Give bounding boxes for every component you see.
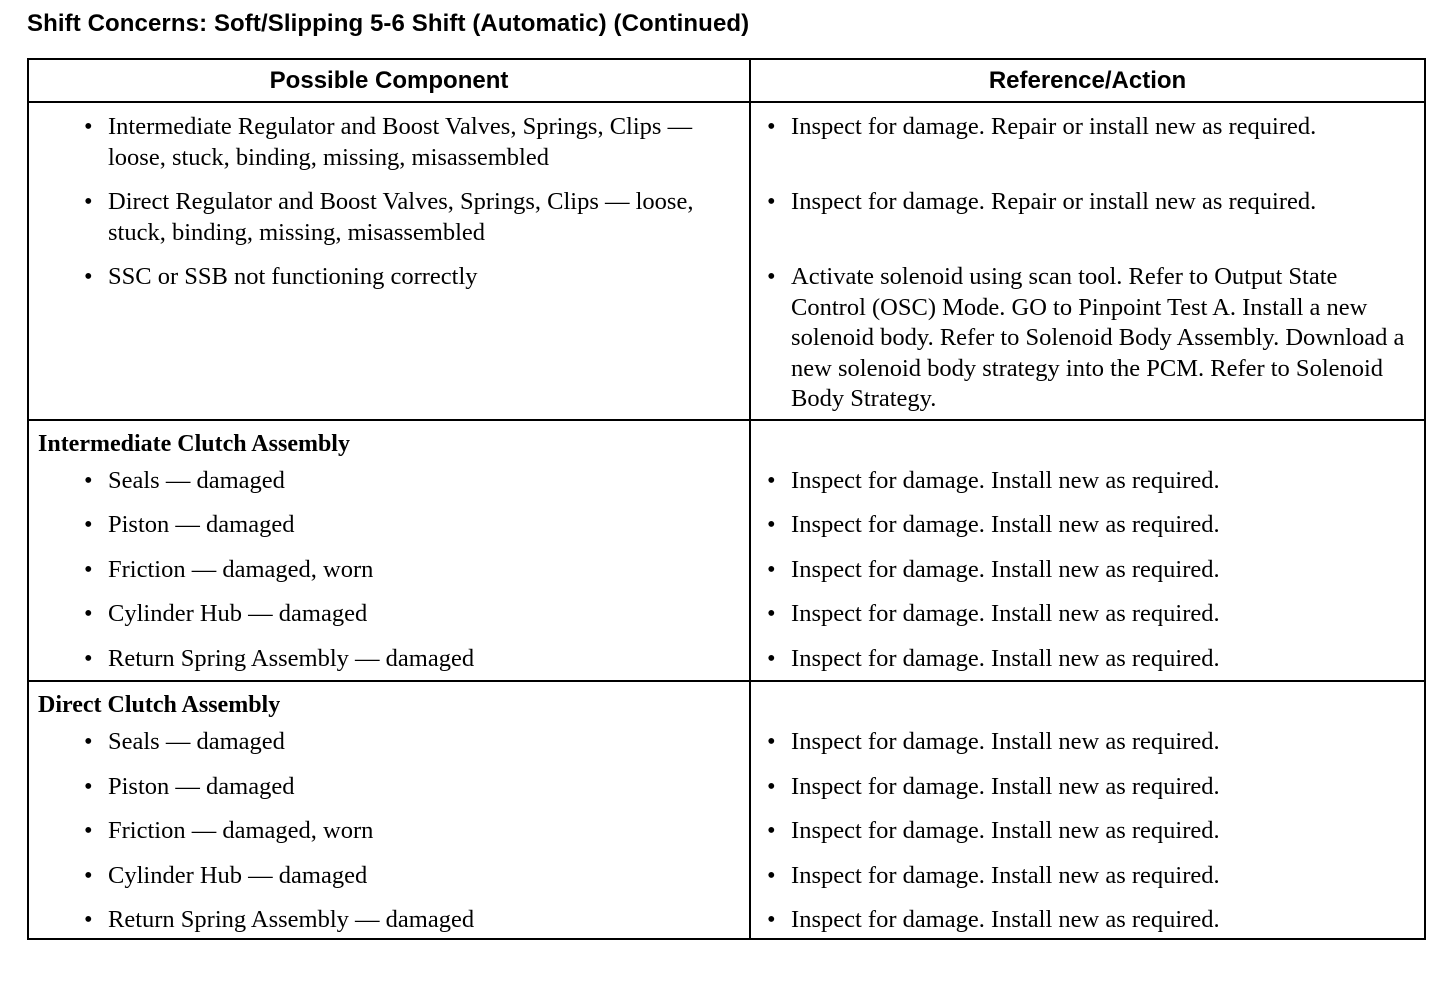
bullet-icon: • xyxy=(767,113,776,140)
bullet-icon: • xyxy=(767,188,776,215)
component-text: Seals — damaged xyxy=(108,728,285,755)
group-heading: Intermediate Clutch Assembly xyxy=(38,430,350,457)
action-text: Inspect for damage. Install new as required. xyxy=(791,466,1220,494)
action-cell xyxy=(750,727,1425,772)
column-header-possible-component: Possible Component xyxy=(28,59,750,102)
bullet-icon: • xyxy=(84,188,93,215)
action-item xyxy=(751,510,1424,541)
action-item xyxy=(751,187,1424,218)
component-cell xyxy=(28,102,750,187)
component-text: SSC or SSB not functioning correctly xyxy=(108,263,478,290)
bullet-icon: • xyxy=(84,511,93,538)
action-text: Inspect for damage. Install new as required. xyxy=(791,644,1220,672)
component-text: Friction — damaged, worn xyxy=(108,817,374,844)
component-cell xyxy=(28,262,750,420)
diagnostic-table xyxy=(27,58,1426,940)
component-text: Return Spring Assembly — damaged xyxy=(108,906,475,933)
table-row xyxy=(28,861,1425,906)
action-cell xyxy=(750,905,1425,939)
table-header-row xyxy=(28,59,1425,102)
action-text: Inspect for damage. Repair or install new as required. xyxy=(791,188,1317,215)
bullet-icon: • xyxy=(767,511,776,538)
component-text: Piston — damaged xyxy=(108,772,295,800)
action-item xyxy=(751,772,1424,803)
action-cell xyxy=(750,510,1425,555)
component-cell xyxy=(28,905,750,939)
action-cell xyxy=(750,644,1425,682)
component-text: Seals — damaged xyxy=(108,466,285,494)
action-text: Inspect for damage. Install new as required. xyxy=(791,600,1220,627)
component-cell xyxy=(28,727,750,772)
component-text: Cylinder Hub — damaged xyxy=(108,861,368,889)
action-cell xyxy=(750,102,1425,187)
table-row xyxy=(28,466,1425,511)
bullet-icon: • xyxy=(84,263,93,290)
group-heading: Direct Clutch Assembly xyxy=(38,692,281,718)
component-cell xyxy=(28,510,750,555)
component-cell xyxy=(28,772,750,817)
group-heading-empty-cell xyxy=(750,420,1425,466)
column-header-reference-action: Reference/Action xyxy=(750,59,1425,102)
table-row xyxy=(28,816,1425,861)
bullet-icon: • xyxy=(767,263,776,290)
table-row xyxy=(28,905,1425,939)
action-cell xyxy=(750,599,1425,644)
component-item xyxy=(29,599,749,630)
table-row xyxy=(28,262,1425,420)
bullet-icon: • xyxy=(767,772,776,800)
action-text: Inspect for damage. Repair or install new as required. xyxy=(791,113,1317,140)
component-cell xyxy=(28,466,750,511)
component-item xyxy=(29,644,749,675)
bullet-icon: • xyxy=(84,906,93,933)
component-item xyxy=(29,772,749,803)
bullet-icon: • xyxy=(84,113,93,140)
action-item xyxy=(751,555,1424,586)
component-item xyxy=(29,861,749,892)
action-item xyxy=(751,816,1424,847)
component-text: Cylinder Hub — damaged xyxy=(108,600,368,627)
component-cell xyxy=(28,861,750,906)
component-cell xyxy=(28,187,750,262)
action-cell xyxy=(750,262,1425,420)
action-item xyxy=(751,905,1424,936)
action-item xyxy=(751,262,1424,415)
page-title: Shift Concerns: Soft/Slipping 5-6 Shift (Automatic) (Continued) xyxy=(27,10,750,37)
bullet-icon: • xyxy=(84,600,93,627)
action-text: Inspect for damage. Install new as required. xyxy=(791,906,1220,933)
component-text: Return Spring Assembly — damaged xyxy=(108,644,475,672)
component-text: Piston — damaged xyxy=(108,511,295,538)
table-row xyxy=(28,555,1425,600)
group-heading-row xyxy=(28,681,1425,727)
action-text: Inspect for damage. Install new as required. xyxy=(791,511,1220,538)
component-item xyxy=(29,816,749,847)
table-row xyxy=(28,102,1425,187)
bullet-icon: • xyxy=(84,772,93,800)
action-cell xyxy=(750,861,1425,906)
component-item xyxy=(29,905,749,936)
component-text: Direct Regulator and Boost Valves, Springs, Clips — loose, stuck, binding, missing, misassembled xyxy=(108,188,694,246)
bullet-icon: • xyxy=(84,466,93,494)
bullet-icon: • xyxy=(84,861,93,889)
action-item xyxy=(751,727,1424,758)
bullet-icon: • xyxy=(84,644,93,672)
action-item xyxy=(751,861,1424,892)
component-item xyxy=(29,466,749,497)
bullet-icon: • xyxy=(767,906,776,933)
group-heading-row xyxy=(28,420,1425,466)
diagnostic-table-body xyxy=(28,59,1425,939)
bullet-icon: • xyxy=(767,728,776,755)
table-row xyxy=(28,187,1425,262)
component-item xyxy=(29,187,749,248)
bullet-icon: • xyxy=(767,817,776,844)
action-cell xyxy=(750,772,1425,817)
bullet-icon: • xyxy=(767,555,776,583)
action-text: Inspect for damage. Install new as required. xyxy=(791,728,1220,755)
action-text: Activate solenoid using scan tool. Refer to Output State Control (OSC) Mode. GO to Pinpoint Test A. Install a new solenoid body. Refer to Solenoid Body Assembly. Download a new solenoid body strategy into the PCM. Refer to Solenoid Body Strategy. xyxy=(791,263,1405,412)
bullet-icon: • xyxy=(767,861,776,889)
action-cell xyxy=(750,466,1425,511)
table-row xyxy=(28,772,1425,817)
action-text: Inspect for damage. Install new as required. xyxy=(791,817,1220,844)
component-cell xyxy=(28,644,750,682)
action-item xyxy=(751,466,1424,497)
group-heading-cell xyxy=(28,420,750,466)
component-cell xyxy=(28,816,750,861)
table-row xyxy=(28,599,1425,644)
component-item xyxy=(29,112,749,173)
component-item xyxy=(29,262,749,293)
bullet-icon: • xyxy=(84,555,93,583)
bullet-icon: • xyxy=(767,600,776,627)
component-text: Friction — damaged, worn xyxy=(108,555,374,583)
action-cell xyxy=(750,187,1425,262)
component-item xyxy=(29,555,749,586)
component-cell xyxy=(28,555,750,600)
table-row xyxy=(28,727,1425,772)
group-heading-cell xyxy=(28,681,750,727)
action-item xyxy=(751,644,1424,675)
bullet-icon: • xyxy=(84,817,93,844)
bullet-icon: • xyxy=(767,466,776,494)
table-row xyxy=(28,510,1425,555)
action-item xyxy=(751,599,1424,630)
component-text: Intermediate Regulator and Boost Valves, Springs, Clips — loose, stuck, binding, missing, misassembled xyxy=(108,113,693,171)
action-text: Inspect for damage. Install new as required. xyxy=(791,555,1220,583)
component-item xyxy=(29,510,749,541)
bullet-icon: • xyxy=(84,728,93,755)
action-text: Inspect for damage. Install new as required. xyxy=(791,861,1220,889)
component-item xyxy=(29,727,749,758)
group-heading-empty-cell xyxy=(750,681,1425,727)
bullet-icon: • xyxy=(767,644,776,672)
table-row xyxy=(28,644,1425,682)
action-text: Inspect for damage. Install new as required. xyxy=(791,772,1220,800)
action-cell xyxy=(750,816,1425,861)
action-item xyxy=(751,112,1424,143)
component-cell xyxy=(28,599,750,644)
action-cell xyxy=(750,555,1425,600)
